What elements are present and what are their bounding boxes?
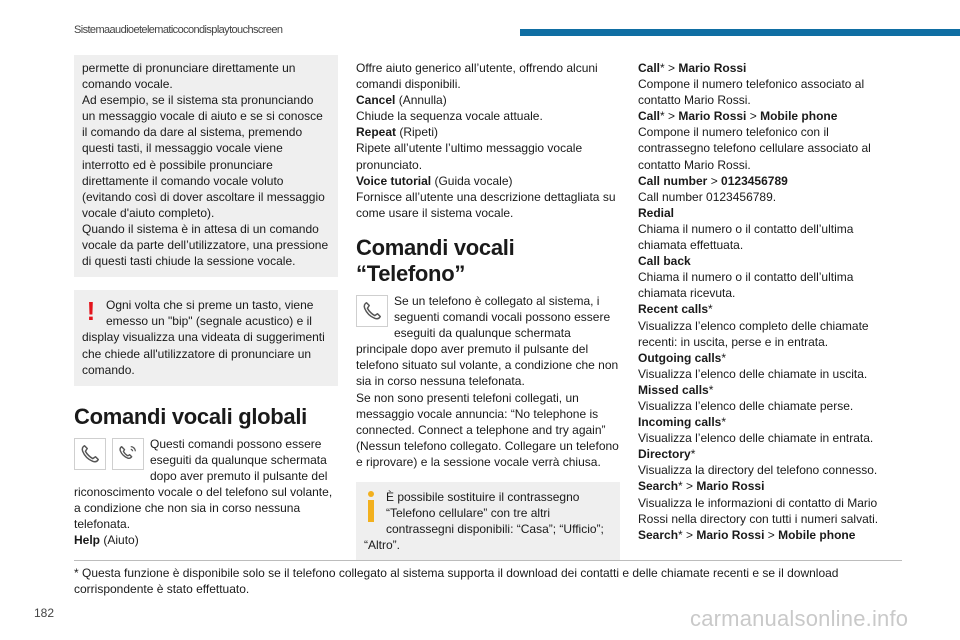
separator: > <box>682 479 697 494</box>
command-cancel <box>356 92 620 108</box>
command-desc: Compone il numero telefonico con il contrassegno telefono cellulare associato al contatto Mario Rossi. <box>638 125 871 172</box>
separator: > <box>664 109 679 124</box>
command-recent-calls <box>638 301 900 317</box>
command-name: Cancel <box>356 93 396 108</box>
command-name: Voice tutorial <box>356 173 432 188</box>
asterisk: * <box>708 302 713 317</box>
command-label: (Annulla) <box>395 93 447 108</box>
running-header: Sistemaaudioetelematicocondisplaytouchscreen <box>74 24 283 36</box>
command-desc: Fornisce all’utente una descrizione dettagliata su come usare il sistema vocale. <box>356 189 616 220</box>
command-arg: Mobile phone <box>760 109 838 124</box>
header-accent-bar <box>520 29 960 36</box>
command-directory <box>638 446 900 462</box>
command-name: Search <box>638 479 679 494</box>
asterisk: * <box>721 350 727 365</box>
paragraph: Se non sono presenti telefoni collegati, un messaggio vocale annuncia: “No telephone is connected. Connect a telephone and try again” (Nessun telefono collegato. Collegare un telefono e riprovare) e la sessione vocale verrà chiusa. <box>356 390 619 469</box>
command-call-number <box>638 173 900 189</box>
paragraph: Ad esempio, se il sistema sta pronunciando un messaggio vocale di aiuto e se si conosce il comando da dare al sistema, premendo questi tasti, il messaggio vocale viene interrotto ed è possibile pronunciare direttamente il comando vocale voluto (evitando così di dover ascoltare il messaggio vocale d'aiuto completo). <box>82 93 325 220</box>
command-name: Redial <box>638 205 675 220</box>
warning-note <box>74 290 338 385</box>
exclamation-icon: ! <box>86 296 96 327</box>
asterisk: * <box>678 527 683 542</box>
command-call-back <box>638 253 900 269</box>
command-name: Directory <box>638 447 691 462</box>
paragraph: permette di pronunciare direttamente un comando vocale. <box>82 61 296 92</box>
command-label: (Ripeti) <box>396 125 439 140</box>
separator: > <box>707 173 722 188</box>
asterisk: * <box>678 479 683 494</box>
command-arg: Mario Rossi <box>696 479 765 494</box>
command-arg: 0123456789 <box>721 173 788 188</box>
command-name: Recent calls <box>638 302 709 317</box>
info-text: È possibile sostituire il contrassegno “Telefono cellulare” con tre altri contrassegni disponibili: “Casa”; “Ufficio”; “Altro”. <box>364 489 604 553</box>
voice-command-icon <box>112 438 144 470</box>
section-heading-global: Comandi vocali globali <box>74 403 307 429</box>
command-arg: Mobile phone <box>778 527 856 542</box>
command-search-mobile <box>638 527 900 543</box>
ptt-info-box <box>74 55 338 277</box>
command-missed-calls <box>638 382 900 398</box>
separator: > <box>764 527 779 542</box>
command-call-contact <box>638 60 900 76</box>
separator: > <box>682 527 697 542</box>
command-desc: Visualizza l’elenco delle chiamate in entrata. <box>638 431 874 446</box>
command-desc: Chiama il numero o il contatto dell’ultima chiamata effettuata. <box>638 221 854 253</box>
warning-text: Ogni volta che si preme un tasto, viene emesso un "bip" (segnale acustico) e il display visualizza una videata di suggerimenti che chiede all'utilizzatore di pronunciare un comando. <box>82 298 325 377</box>
info-icon <box>364 491 378 523</box>
command-desc: Visualizza l’elenco delle chiamate in uscita. <box>638 366 868 381</box>
command-desc: Compone il numero telefonico associato al contatto Mario Rossi. <box>638 77 865 108</box>
command-desc: Ripete all’utente l’ultimo messaggio vocale pronunciato. <box>356 141 583 172</box>
command-redial <box>638 205 900 221</box>
command-desc: Chiude la sequenza vocale attuale. <box>356 109 543 124</box>
command-name: Call <box>638 109 661 124</box>
command-name: Call back <box>638 254 691 269</box>
paragraph: Quando il sistema è in attesa di un comando vocale da parte dell’utilizzatore, una pressione di questi tasti chiude la sessione vocale. <box>82 221 329 269</box>
command-arg: Mario Rossi <box>696 527 765 542</box>
command-desc: Chiama il numero o il contatto dell’ultima chiamata ricevuta. <box>638 270 854 301</box>
asterisk: * <box>721 415 727 430</box>
command-repeat <box>356 124 620 140</box>
command-help <box>74 532 338 548</box>
paragraph: Se un telefono è collegato al sistema, i seguenti comandi vocali possono essere eseguiti da qualunque schermata principale dopo aver premuto il pulsante del telefono situato sul volante, a condizione che non sia in corso nessuna telefonata. <box>356 293 619 389</box>
command-call-mobile <box>638 108 900 124</box>
asterisk: * <box>690 447 696 462</box>
paragraph: Offre aiuto generico all’utente, offrendo alcuni comandi disponibili. <box>356 61 598 92</box>
command-arg: Mario Rossi <box>678 109 747 124</box>
command-label: (Aiuto) <box>100 533 139 548</box>
phone-button-icon <box>74 438 106 470</box>
footnote: * Questa funzione è disponibile solo se il telefono collegato al sistema supporta il download dei contatti e delle chiamate recenti e se il download corrispondente è stato effettuato. <box>74 566 839 596</box>
footnote-divider <box>74 560 902 561</box>
command-voice-tutorial <box>356 173 620 189</box>
asterisk: * <box>660 61 665 75</box>
command-incoming-calls <box>638 414 900 430</box>
command-name: Help <box>74 533 101 548</box>
separator: > <box>746 109 761 124</box>
command-desc: Visualizza l’elenco delle chiamate perse. <box>638 398 854 413</box>
section-heading-phone: Comandi vocali “Telefono” <box>356 234 515 286</box>
command-outgoing-calls <box>638 350 900 366</box>
column-1 <box>74 55 338 548</box>
separator: > <box>664 61 679 75</box>
command-name: Call number <box>638 173 708 188</box>
phone-intro <box>356 293 620 390</box>
command-name: Search <box>638 527 679 542</box>
global-intro <box>74 436 338 549</box>
asterisk: * <box>660 109 665 124</box>
command-desc: Visualizza l’elenco completo delle chiamate recenti: in uscita, perse e in entrata. <box>638 318 869 349</box>
command-name: Call <box>638 61 661 75</box>
info-note <box>356 482 620 561</box>
watermark: carmanualsonline.info <box>690 606 909 631</box>
command-search-contact <box>638 478 900 494</box>
command-name: Repeat <box>356 125 397 140</box>
command-desc: Visualizza la directory del telefono connesso. <box>638 463 878 478</box>
page-number: 182 <box>34 606 55 620</box>
command-desc: Call number 0123456789. <box>638 189 777 204</box>
asterisk: * <box>708 382 714 397</box>
command-name: Missed calls <box>638 382 709 397</box>
phone-button-icon <box>356 295 388 327</box>
command-label: (Guida vocale) <box>431 173 513 188</box>
column-2 <box>356 60 620 561</box>
paragraph: Questi comandi possono essere eseguiti da qualunque schermata dopo aver premuto il pulsante del riconoscimento vocale o del telefono sul volante, a condizione che non sia in corso nessuna telefonata. <box>74 436 333 532</box>
command-name: Incoming calls <box>638 415 722 430</box>
command-arg: Mario Rossi <box>678 61 747 75</box>
column-3 <box>638 60 900 543</box>
command-desc: Visualizza le informazioni di contatto di Mario Rossi nella directory con tutti i numeri salvati. <box>638 495 879 526</box>
command-name: Outgoing calls <box>638 350 722 365</box>
